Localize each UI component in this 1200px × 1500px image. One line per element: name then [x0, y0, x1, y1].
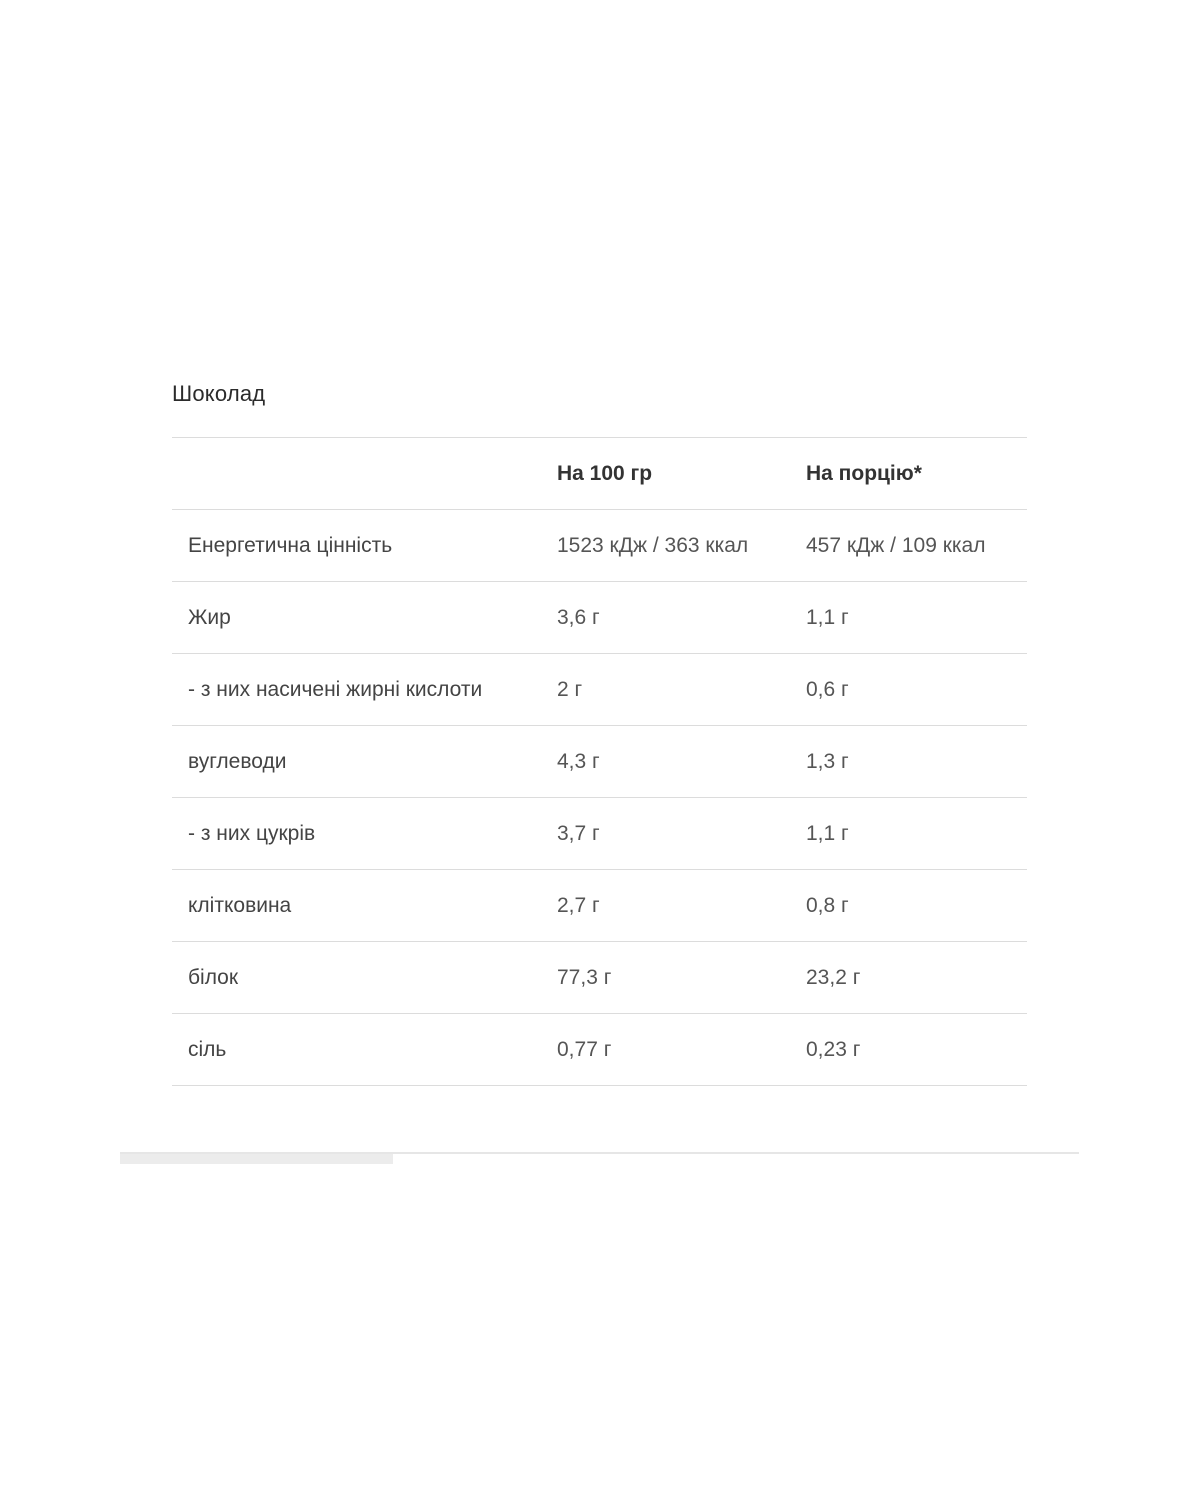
table-header-row: [172, 438, 1027, 510]
value-per-serving: 23,2 г: [806, 942, 1027, 1014]
value-per-serving: 0,23 г: [806, 1014, 1027, 1086]
nutrient-name: - з них цукрів: [172, 798, 557, 870]
value-per-serving: 457 кДж / 109 ккал: [806, 510, 1027, 582]
value-per-100g: 1523 кДж / 363 ккал: [557, 510, 806, 582]
value-per-100g: 2,7 г: [557, 870, 806, 942]
value-per-serving: 0,8 г: [806, 870, 1027, 942]
value-per-serving: 0,6 г: [806, 654, 1027, 726]
header-nutrient: [172, 438, 557, 510]
value-per-serving: 1,1 г: [806, 798, 1027, 870]
table-row: [172, 798, 1027, 870]
nutrition-panel: [172, 370, 1027, 1086]
nutrient-name: вуглеводи: [172, 726, 557, 798]
value-per-100g: 4,3 г: [557, 726, 806, 798]
table-row: [172, 654, 1027, 726]
table-row: [172, 870, 1027, 942]
value-per-100g: 3,6 г: [557, 582, 806, 654]
value-per-serving: 1,1 г: [806, 582, 1027, 654]
table-row: [172, 1014, 1027, 1086]
nutrient-name: сіль: [172, 1014, 557, 1086]
table-row: [172, 582, 1027, 654]
header-per-100g: На 100 гр: [557, 438, 806, 510]
value-per-100g: 3,7 г: [557, 798, 806, 870]
table-row: [172, 942, 1027, 1014]
nutrition-table: [172, 437, 1027, 1086]
nutrient-name: Жир: [172, 582, 557, 654]
value-per-100g: 2 г: [557, 654, 806, 726]
horizontal-scrollbar-thumb[interactable]: [120, 1154, 393, 1164]
value-per-100g: 77,3 г: [557, 942, 806, 1014]
value-per-serving: 1,3 г: [806, 726, 1027, 798]
header-per-serving: На порцію*: [806, 438, 1027, 510]
value-per-100g: 0,77 г: [557, 1014, 806, 1086]
nutrient-name: клітковина: [172, 870, 557, 942]
nutrient-name: білок: [172, 942, 557, 1014]
table-row: [172, 510, 1027, 582]
section-title: Шоколад: [172, 381, 266, 406]
nutrient-name: - з них насичені жирні кислоти: [172, 654, 557, 726]
nutrient-name: Енергетична цінність: [172, 510, 557, 582]
table-row: [172, 726, 1027, 798]
